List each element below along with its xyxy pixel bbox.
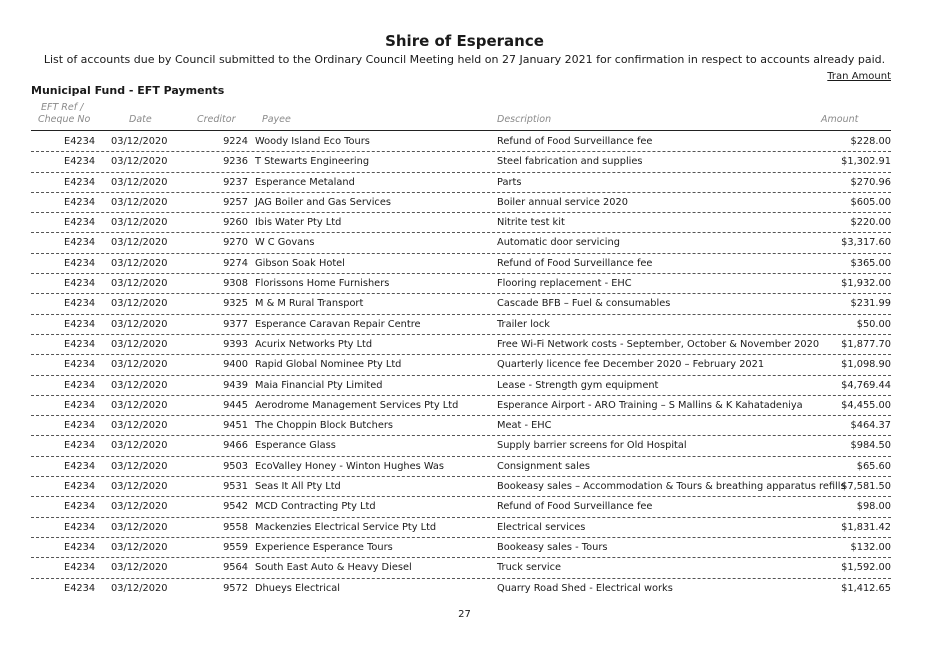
eft-ref-cell: E4234 xyxy=(64,318,96,330)
date-cell: 03/12/2020 xyxy=(111,501,168,513)
payee-cell: Woody Island Eco Tours xyxy=(255,136,370,147)
eft-ref-cell: E4234 xyxy=(64,237,96,249)
eft-ref-cell: E4234 xyxy=(64,217,96,229)
eft-ref-cell: E4234 xyxy=(64,420,96,432)
payee-cell: Rapid Global Nominee Pty Ltd xyxy=(255,359,402,371)
creditor-cell: 9503 xyxy=(223,460,248,472)
amount-cell: $605.00 xyxy=(850,196,891,208)
payee-cell: Gibson Soak Hotel xyxy=(255,257,345,269)
payee-cell: Experience Esperance Tours xyxy=(255,541,393,553)
date-cell: 03/12/2020 xyxy=(111,338,168,350)
date-cell: 03/12/2020 xyxy=(111,136,168,147)
date-cell: 03/12/2020 xyxy=(111,359,168,371)
table-row xyxy=(0,497,929,517)
fund-title: Municipal Fund - EFT Payments xyxy=(31,84,225,97)
description-cell: Truck service xyxy=(497,562,562,574)
date-cell: 03/12/2020 xyxy=(111,379,168,391)
date-cell: 03/12/2020 xyxy=(111,237,168,249)
page-subtitle: List of accounts due by Council submitted to the Ordinary Council Meeting held on 27 January 2021 for confirmation in respect to accounts already paid. xyxy=(43,53,886,66)
column-header-description: Description xyxy=(497,114,552,125)
table-row xyxy=(0,355,929,375)
eft-ref-cell: E4234 xyxy=(64,582,96,594)
description-cell: Flooring replacement - EHC xyxy=(497,278,632,290)
column-header-creditor: Creditor xyxy=(197,114,236,125)
payee-cell: Ibis Water Pty Ltd xyxy=(255,217,342,229)
description-cell: Trailer lock xyxy=(497,318,550,330)
creditor-cell: 9377 xyxy=(223,318,248,330)
amount-cell: $1,098.90 xyxy=(841,359,891,371)
creditor-cell: 9257 xyxy=(223,196,248,208)
column-header-ref-line2: Cheque No xyxy=(38,114,91,125)
creditor-cell: 9224 xyxy=(223,136,248,147)
creditor-cell: 9559 xyxy=(223,541,248,553)
eft-ref-cell: E4234 xyxy=(64,196,96,208)
table-row xyxy=(0,274,929,294)
eft-ref-cell: E4234 xyxy=(64,136,96,147)
eft-ref-cell: E4234 xyxy=(64,562,96,574)
date-cell: 03/12/2020 xyxy=(111,562,168,574)
creditor-cell: 9445 xyxy=(223,399,248,411)
creditor-cell: 9451 xyxy=(223,420,248,432)
creditor-cell: 9558 xyxy=(223,521,248,533)
amount-cell: $365.00 xyxy=(850,257,891,269)
amount-cell: $1,302.91 xyxy=(841,156,891,168)
description-cell: Quarry Road Shed - Electrical works xyxy=(497,582,673,594)
date-cell: 03/12/2020 xyxy=(111,521,168,533)
eft-ref-cell: E4234 xyxy=(64,278,96,290)
table-row xyxy=(0,173,929,193)
table-row xyxy=(0,213,929,233)
eft-ref-cell: E4234 xyxy=(64,481,96,493)
creditor-cell: 9325 xyxy=(223,298,248,310)
amount-cell: $270.96 xyxy=(850,176,891,188)
eft-ref-cell: E4234 xyxy=(64,501,96,513)
description-cell: Supply barrier screens for Old Hospital xyxy=(497,440,687,452)
date-cell: 03/12/2020 xyxy=(111,399,168,411)
table-row xyxy=(0,233,929,253)
creditor-cell: 9542 xyxy=(223,501,248,513)
description-cell: Bookeasy sales – Accommodation & Tours & breathing apparatus refills xyxy=(497,481,846,493)
amount-cell: $1,932.00 xyxy=(841,278,891,290)
amount-cell: $7,581.50 xyxy=(841,481,891,493)
date-cell: 03/12/2020 xyxy=(111,318,168,330)
table-row xyxy=(0,396,929,416)
description-cell: Automatic door servicing xyxy=(497,237,620,249)
header-divider xyxy=(31,130,891,131)
date-cell: 03/12/2020 xyxy=(111,298,168,310)
description-cell: Consignment sales xyxy=(497,460,590,472)
payee-cell: Acurix Networks Pty Ltd xyxy=(255,338,373,350)
date-cell: 03/12/2020 xyxy=(111,196,168,208)
eft-ref-cell: E4234 xyxy=(64,176,96,188)
creditor-cell: 9531 xyxy=(223,481,248,493)
payee-cell: Esperance Glass xyxy=(255,440,336,452)
eft-ref-cell: E4234 xyxy=(64,440,96,452)
amount-cell: $3,317.60 xyxy=(841,237,891,249)
column-header-ref-line1: EFT Ref / xyxy=(41,102,84,113)
description-cell: Parts xyxy=(497,176,522,188)
table-row xyxy=(0,294,929,314)
creditor-cell: 9393 xyxy=(223,338,248,350)
creditor-cell: 9236 xyxy=(223,156,248,168)
date-cell: 03/12/2020 xyxy=(111,440,168,452)
description-cell: Refund of Food Surveillance fee xyxy=(497,136,653,147)
creditor-cell: 9439 xyxy=(223,379,248,391)
table-row xyxy=(0,315,929,335)
amount-cell: $228.00 xyxy=(850,136,891,147)
amount-cell: $1,831.42 xyxy=(841,521,891,533)
payee-cell: Maia Financial Pty Limited xyxy=(255,379,383,391)
description-cell: Cascade BFB – Fuel & consumables xyxy=(497,298,671,310)
payee-cell: W C Govans xyxy=(255,237,315,249)
page-number: 27 xyxy=(458,609,471,620)
date-cell: 03/12/2020 xyxy=(111,278,168,290)
amount-cell: $464.37 xyxy=(850,420,891,432)
amount-cell: $220.00 xyxy=(850,217,891,229)
eft-ref-cell: E4234 xyxy=(64,257,96,269)
table-row xyxy=(0,335,929,355)
table-row xyxy=(0,558,929,578)
table-row xyxy=(0,477,929,497)
column-header-payee: Payee xyxy=(262,114,291,125)
creditor-cell: 9400 xyxy=(223,359,248,371)
payee-cell: Aerodrome Management Services Pty Ltd xyxy=(255,399,459,411)
amount-cell: $98.00 xyxy=(856,501,891,513)
table-row xyxy=(0,538,929,558)
eft-ref-cell: E4234 xyxy=(64,399,96,411)
payee-cell: EcoValley Honey - Winton Hughes Was xyxy=(255,460,445,472)
eft-ref-cell: E4234 xyxy=(64,298,96,310)
amount-cell: $4,769.44 xyxy=(841,379,891,391)
amount-cell: $1,592.00 xyxy=(841,562,891,574)
date-cell: 03/12/2020 xyxy=(111,541,168,553)
table-row xyxy=(0,254,929,274)
payee-cell: M & M Rural Transport xyxy=(255,298,364,310)
table-row xyxy=(0,132,929,152)
description-cell: Lease - Strength gym equipment xyxy=(497,379,659,391)
eft-ref-cell: E4234 xyxy=(64,521,96,533)
description-cell: Meat - EHC xyxy=(497,420,552,432)
date-cell: 03/12/2020 xyxy=(111,420,168,432)
creditor-cell: 9572 xyxy=(223,582,248,594)
table-row xyxy=(0,457,929,477)
description-cell: Boiler annual service 2020 xyxy=(497,196,628,208)
creditor-cell: 9564 xyxy=(223,562,248,574)
creditor-cell: 9466 xyxy=(223,440,248,452)
table-row xyxy=(0,436,929,456)
eft-ref-cell: E4234 xyxy=(64,541,96,553)
eft-ref-cell: E4234 xyxy=(64,460,96,472)
amount-cell: $231.99 xyxy=(850,298,891,310)
description-cell: Electrical services xyxy=(497,521,586,533)
description-cell: Refund of Food Surveillance fee xyxy=(497,501,653,513)
payee-cell: Mackenzies Electrical Service Pty Ltd xyxy=(255,521,437,533)
description-cell: Quarterly licence fee December 2020 – February 2021 xyxy=(497,359,765,371)
amount-cell: $1,412.65 xyxy=(841,582,891,594)
payee-cell: Esperance Caravan Repair Centre xyxy=(255,318,421,330)
date-cell: 03/12/2020 xyxy=(111,460,168,472)
column-header-date: Date xyxy=(129,114,152,125)
description-cell: Esperance Airport - ARO Training – S Mallins & K Kahatadeniya xyxy=(497,399,803,411)
date-cell: 03/12/2020 xyxy=(111,176,168,188)
description-cell: Bookeasy sales - Tours xyxy=(497,541,608,553)
column-header-amount: Amount xyxy=(821,114,859,125)
date-cell: 03/12/2020 xyxy=(111,156,168,168)
creditor-cell: 9237 xyxy=(223,176,248,188)
amount-cell: $132.00 xyxy=(850,541,891,553)
table-row xyxy=(0,579,929,599)
creditor-cell: 9308 xyxy=(223,278,248,290)
description-cell: Steel fabrication and supplies xyxy=(497,156,643,168)
table-row xyxy=(0,518,929,538)
payee-cell: MCD Contracting Pty Ltd xyxy=(255,501,376,513)
amount-cell: $50.00 xyxy=(856,318,891,330)
payee-cell: JAG Boiler and Gas Services xyxy=(255,196,391,208)
creditor-cell: 9270 xyxy=(223,237,248,249)
payee-cell: T Stewarts Engineering xyxy=(255,156,370,168)
payee-cell: The Choppin Block Butchers xyxy=(255,420,393,432)
amount-cell: $65.60 xyxy=(856,460,891,472)
creditor-cell: 9260 xyxy=(223,217,248,229)
page-title: Shire of Esperance xyxy=(385,32,544,50)
tran-amount-label: Tran Amount xyxy=(827,71,891,82)
date-cell: 03/12/2020 xyxy=(111,582,168,594)
amount-cell: $4,455.00 xyxy=(841,399,891,411)
date-cell: 03/12/2020 xyxy=(111,217,168,229)
table-row xyxy=(0,152,929,172)
amount-cell: $1,877.70 xyxy=(841,338,891,350)
payee-cell: Florissons Home Furnishers xyxy=(255,278,390,290)
payments-table xyxy=(0,132,929,599)
description-cell: Nitrite test kit xyxy=(497,217,565,229)
table-row xyxy=(0,376,929,396)
eft-ref-cell: E4234 xyxy=(64,379,96,391)
payee-cell: South East Auto & Heavy Diesel xyxy=(255,562,412,574)
eft-ref-cell: E4234 xyxy=(64,359,96,371)
date-cell: 03/12/2020 xyxy=(111,481,168,493)
creditor-cell: 9274 xyxy=(223,257,248,269)
amount-cell: $984.50 xyxy=(850,440,891,452)
table-row xyxy=(0,193,929,213)
description-cell: Free Wi-Fi Network costs - September, October & November 2020 xyxy=(497,338,820,350)
eft-ref-cell: E4234 xyxy=(64,338,96,350)
date-cell: 03/12/2020 xyxy=(111,257,168,269)
payee-cell: Dhueys Electrical xyxy=(255,582,341,594)
description-cell: Refund of Food Surveillance fee xyxy=(497,257,653,269)
payee-cell: Seas It All Pty Ltd xyxy=(255,481,341,493)
payee-cell: Esperance Metaland xyxy=(255,176,355,188)
eft-ref-cell: E4234 xyxy=(64,156,96,168)
table-row xyxy=(0,416,929,436)
